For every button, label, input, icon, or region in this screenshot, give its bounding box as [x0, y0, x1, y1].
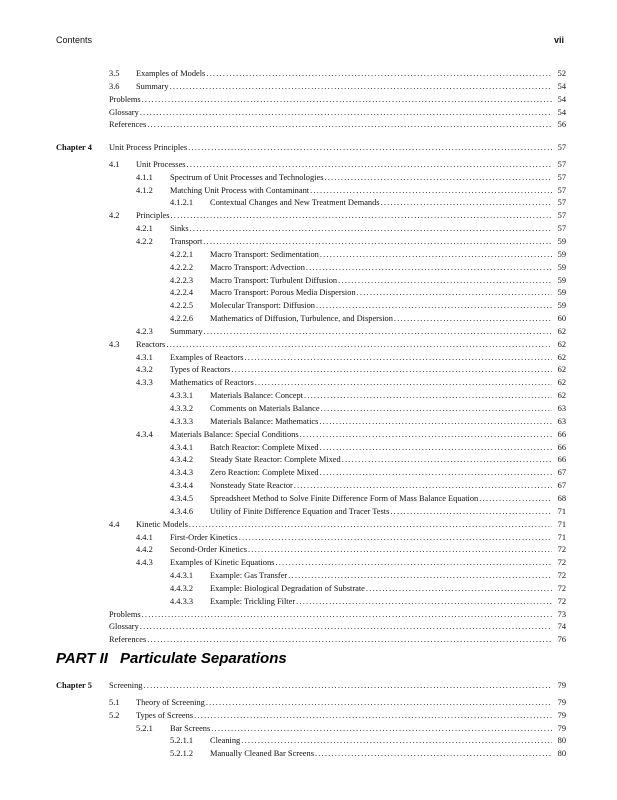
toc-title: Mathematics of Reactors [170, 377, 255, 389]
toc-page-number: 79 [557, 681, 566, 690]
toc-number: 4.4 [109, 519, 120, 529]
toc-page-number: 71 [557, 506, 566, 516]
toc-number: 4.2.2.1 [170, 249, 194, 259]
toc-title: Materials Balance: Mathematics [210, 416, 319, 428]
toc-row[interactable] [170, 403, 566, 415]
toc-title: Reactors [136, 339, 166, 351]
toc-number: 5.2.1.2 [170, 749, 194, 759]
toc-row[interactable] [170, 493, 566, 505]
toc-title: Steady State Reactor: Complete Mixed [210, 454, 342, 466]
toc-number: 3.6 [109, 81, 120, 91]
dot-leader [144, 680, 553, 692]
dot-leader [479, 493, 552, 505]
dot-leader [320, 249, 552, 261]
dot-leader [320, 467, 552, 479]
toc-page-number: 63 [557, 404, 566, 413]
toc-title: Screening [109, 680, 144, 692]
toc-number: 5.2 [109, 710, 120, 720]
toc-row[interactable] [170, 416, 566, 428]
toc-title: Summary [136, 81, 170, 93]
dot-leader [188, 142, 552, 154]
toc-number: 4.3.4.6 [170, 506, 194, 516]
toc-title: Examples of Models [136, 68, 206, 80]
dot-leader [255, 377, 552, 389]
toc-number: 4.3.4.3 [170, 468, 194, 478]
toc-page-number: 76 [557, 635, 566, 645]
toc-page-number: 57 [557, 159, 566, 169]
toc-row[interactable] [136, 326, 566, 338]
dot-leader [300, 429, 552, 441]
part-label: PART II [56, 650, 108, 667]
dot-leader [206, 697, 552, 709]
toc-number: 4.4.3.3 [170, 596, 194, 606]
toc-title: Zero Reaction: Complete Mixed [210, 467, 320, 479]
toc-page-number: 59 [557, 249, 566, 259]
dot-leader [140, 621, 552, 633]
toc-title: Contextual Changes and New Treatment Demands [210, 197, 381, 209]
dot-leader [204, 326, 552, 338]
toc-title: References [109, 119, 147, 131]
toc-page-number: 57 [557, 198, 566, 208]
toc-title: Examples of Kinetic Equations [170, 557, 275, 569]
dot-leader [140, 107, 552, 119]
dot-leader [211, 723, 552, 735]
toc-title: Spectrum of Unit Processes and Technologies [170, 172, 324, 184]
dot-leader [147, 119, 552, 131]
toc-title: Glossary [109, 621, 140, 633]
toc-page-number: 62 [557, 339, 566, 349]
dot-leader [248, 544, 552, 556]
toc-row[interactable] [136, 172, 566, 184]
dot-leader [296, 596, 552, 608]
toc-number: 4.3.3.2 [170, 404, 194, 413]
toc-row[interactable] [109, 210, 566, 222]
dot-leader [171, 210, 553, 222]
toc-number: 4.4.3 [136, 558, 153, 568]
toc-page-number: 80 [557, 749, 566, 759]
toc-page-number: 57 [557, 172, 566, 182]
toc-number: Chapter 4 [56, 143, 92, 152]
dot-leader [194, 710, 552, 722]
toc-title: Cleaning [210, 735, 241, 747]
dot-leader [316, 300, 552, 312]
toc-page-number: 71 [557, 519, 566, 529]
dot-leader [321, 403, 552, 415]
toc-page-number: 59 [557, 288, 566, 298]
toc-number: 4.3.3.3 [170, 416, 194, 426]
toc-row[interactable] [170, 197, 566, 209]
toc-row[interactable] [170, 300, 566, 312]
toc-title: Molecular Transport: Diffusion [210, 300, 316, 312]
toc-title: Bar Screens [170, 723, 211, 735]
dot-leader [142, 94, 552, 106]
dot-leader [206, 68, 552, 80]
toc-page-number: 57 [557, 224, 566, 234]
toc-row[interactable] [170, 596, 566, 608]
toc-title: Materials Balance: Concept [210, 390, 304, 402]
dot-leader [390, 506, 552, 518]
toc-row[interactable] [170, 480, 566, 492]
toc-row[interactable] [136, 544, 566, 556]
toc-number: 5.1 [109, 697, 120, 707]
toc-page-number: 54 [557, 107, 566, 117]
toc-page-number: 62 [557, 378, 566, 388]
toc-title: Comments on Materials Balance [210, 403, 321, 415]
toc-title: First-Order Kinetics [170, 532, 239, 544]
dot-leader [381, 197, 552, 209]
toc-row[interactable] [170, 506, 566, 518]
toc-row[interactable] [109, 634, 566, 646]
toc-row[interactable] [170, 570, 566, 582]
dot-leader [394, 313, 552, 325]
toc-row[interactable] [170, 748, 566, 760]
toc-number: Chapter 5 [56, 681, 92, 690]
dot-leader [306, 262, 552, 274]
toc-row[interactable] [109, 339, 566, 351]
toc-title: Example: Gas Transfer [210, 570, 288, 582]
part-heading [56, 650, 287, 667]
toc-number: 4.3.1 [136, 352, 153, 362]
toc-row[interactable] [170, 583, 566, 595]
toc-row[interactable] [109, 697, 566, 709]
toc-number: 4.3 [109, 339, 120, 349]
toc-title: Macro Transport: Turbulent Diffusion [210, 275, 338, 287]
toc-title: Example: Biological Degradation of Substrate [210, 583, 366, 595]
running-header-left: Contents [56, 35, 93, 45]
toc-page-number: 67 [557, 481, 566, 491]
toc-page-number: 72 [557, 545, 566, 555]
toc-row[interactable] [170, 454, 566, 466]
toc-number: 4.3.4 [136, 429, 153, 439]
toc-title: Mathematics of Diffusion, Turbulence, and Dispersion [210, 313, 394, 325]
toc-page-number: 63 [557, 416, 566, 426]
toc-row[interactable] [109, 81, 566, 93]
toc-row[interactable] [136, 223, 566, 235]
dot-leader [310, 185, 552, 197]
toc-title: Matching Unit Process with Contaminant [170, 185, 310, 197]
toc-title: Types of Reactors [170, 364, 231, 376]
toc-page-number: 74 [557, 622, 566, 632]
toc-row[interactable] [109, 621, 566, 633]
toc-title: Macro Transport: Sedimentation [210, 249, 320, 261]
toc-number: 4.4.1 [136, 532, 153, 542]
toc-number: 4.3.3.1 [170, 391, 194, 401]
toc-page-number: 68 [557, 493, 566, 503]
toc-page-number: 56 [557, 120, 566, 130]
toc-title: Batch Reactor: Complete Mixed [210, 442, 320, 454]
toc-page-number: 57 [557, 143, 566, 152]
toc-title: Example: Trickling Filter [210, 596, 296, 608]
toc-page-number: 79 [557, 723, 566, 733]
toc-title: Nonsteady State Reactor [210, 480, 294, 492]
toc-number: 4.3.2 [136, 365, 153, 375]
dot-leader [288, 570, 552, 582]
dot-leader [166, 339, 552, 351]
dot-leader [231, 364, 552, 376]
toc-page-number: 72 [557, 571, 566, 581]
toc-number: 4.2.1 [136, 224, 153, 234]
dot-leader [147, 634, 552, 646]
toc-row[interactable] [136, 377, 566, 389]
toc-page-number: 59 [557, 301, 566, 311]
dot-leader [203, 236, 552, 248]
toc-title: Unit Process Principles [109, 142, 188, 154]
toc-title: Utility of Finite Difference Equation and Tracer Tests [210, 506, 390, 518]
toc-number: 4.2.2.5 [170, 301, 194, 311]
toc-page-number: 57 [557, 185, 566, 195]
toc-number: 4.2.2.2 [170, 262, 194, 272]
dot-leader [338, 275, 552, 287]
dot-leader [294, 480, 552, 492]
toc-row[interactable] [109, 159, 566, 171]
toc-number: 4.2.2.6 [170, 314, 194, 324]
toc-row[interactable] [109, 710, 566, 722]
toc-page-number: 54 [557, 94, 566, 104]
toc-number: 4.2.2 [136, 236, 153, 246]
toc-title: Transport [170, 236, 203, 248]
toc-row[interactable] [170, 390, 566, 402]
toc-page-number: 62 [557, 326, 566, 336]
toc-title: Macro Transport: Porous Media Dispersion [210, 287, 357, 299]
toc-row[interactable] [136, 185, 566, 197]
toc-row[interactable] [109, 68, 566, 80]
toc-page-number: 57 [557, 211, 566, 221]
toc-number: 4.1.1 [136, 172, 153, 182]
dot-leader [245, 352, 553, 364]
dot-leader [275, 557, 552, 569]
toc-number: 4.4.3.1 [170, 571, 194, 581]
toc-number: 5.2.1.1 [170, 736, 194, 746]
dot-leader [189, 519, 552, 531]
toc-row[interactable] [136, 364, 566, 376]
toc-number: 4.2.3 [136, 326, 153, 336]
toc-row[interactable] [170, 262, 566, 274]
toc-title: Problems [109, 609, 142, 621]
toc-title: Examples of Reactors [170, 352, 245, 364]
toc-page-number: 60 [557, 314, 566, 324]
toc-number: 4.3.4.2 [170, 455, 194, 465]
dot-leader [241, 735, 552, 747]
toc-page-number: 72 [557, 583, 566, 593]
dot-leader [315, 748, 552, 760]
toc-title: Summary [170, 326, 204, 338]
toc-number: 4.1 [109, 159, 120, 169]
toc-title: Sinks [170, 223, 190, 235]
dot-leader [304, 390, 552, 402]
dot-leader [324, 172, 552, 184]
dot-leader [187, 159, 552, 171]
toc-row[interactable] [109, 519, 566, 531]
dot-leader [319, 416, 552, 428]
toc-page-number: 79 [557, 710, 566, 720]
part-title: Particulate Separations [120, 650, 287, 667]
toc-page-number: 54 [557, 81, 566, 91]
toc-number: 4.4.3.2 [170, 583, 194, 593]
toc-title: Manually Cleaned Bar Screens [210, 748, 315, 760]
dot-leader [366, 583, 552, 595]
toc-page-number: 72 [557, 558, 566, 568]
toc-title: Problems [109, 94, 142, 106]
dot-leader [342, 454, 552, 466]
toc-page-number: 59 [557, 275, 566, 285]
toc-number: 4.3.4.1 [170, 442, 194, 452]
toc-page-number: 62 [557, 352, 566, 362]
toc-page-number: 59 [557, 262, 566, 272]
toc-row[interactable] [170, 735, 566, 747]
dot-leader [320, 442, 552, 454]
toc-page-number: 59 [557, 236, 566, 246]
toc-page-number: 66 [557, 442, 566, 452]
toc-row[interactable] [136, 723, 566, 735]
toc-row[interactable] [109, 107, 566, 119]
toc-row[interactable] [136, 236, 566, 248]
dot-leader [239, 532, 552, 544]
dot-leader [170, 81, 552, 93]
toc-row[interactable] [170, 287, 566, 299]
toc-title: Materials Balance: Special Conditions [170, 429, 300, 441]
toc-title: Second-Order Kinetics [170, 544, 248, 556]
toc-chapter-row[interactable] [56, 142, 566, 154]
toc-page-number: 71 [557, 532, 566, 542]
toc-page-number: 72 [557, 596, 566, 606]
toc-page-number: 73 [557, 609, 566, 619]
toc-number: 5.2.1 [136, 723, 153, 733]
toc-row[interactable] [170, 442, 566, 454]
toc-number: 4.3.3 [136, 378, 153, 388]
toc-page-number: 67 [557, 468, 566, 478]
toc-row[interactable] [136, 352, 566, 364]
toc-number: 4.3.4.5 [170, 493, 194, 503]
toc-number: 4.1.2 [136, 185, 153, 195]
toc-page-number: 62 [557, 365, 566, 375]
toc-title: References [109, 634, 147, 646]
toc-number: 4.3.4.4 [170, 481, 194, 491]
toc-row[interactable] [136, 532, 566, 544]
toc-title: Theory of Screening [136, 697, 206, 709]
toc-page-number: 80 [557, 736, 566, 746]
toc-row[interactable] [109, 119, 566, 131]
dot-leader [190, 223, 552, 235]
toc-row[interactable] [136, 557, 566, 569]
toc-title: Unit Processes [136, 159, 187, 171]
page-number: vii [553, 35, 564, 45]
toc-page-number: 79 [557, 697, 566, 707]
dot-leader [357, 287, 552, 299]
dot-leader [142, 609, 552, 621]
toc-number: 4.4.2 [136, 545, 153, 555]
toc-row[interactable] [170, 467, 566, 479]
toc-row[interactable] [109, 94, 566, 106]
toc-number: 3.5 [109, 69, 120, 78]
toc-number: 4.1.2.1 [170, 198, 194, 208]
toc-title: Macro Transport: Advection [210, 262, 306, 274]
toc-page-number: 52 [557, 69, 566, 78]
toc-title: Glossary [109, 107, 140, 119]
toc-row[interactable] [109, 609, 566, 621]
toc-row[interactable] [136, 429, 566, 441]
toc-page-number: 62 [557, 391, 566, 401]
toc-number: 4.2.2.4 [170, 288, 194, 298]
toc-number: 4.2 [109, 211, 120, 221]
toc-title: Principles [136, 210, 171, 222]
toc-page-number: 66 [557, 429, 566, 439]
toc-row[interactable] [170, 249, 566, 261]
toc-row[interactable] [170, 313, 566, 325]
toc-chapter-row[interactable] [56, 680, 566, 692]
toc-row[interactable] [170, 275, 566, 287]
toc-number: 4.2.2.3 [170, 275, 194, 285]
toc-page-number: 66 [557, 455, 566, 465]
toc-title: Spreadsheet Method to Solve Finite Difference Form of Mass Balance Equation [210, 493, 479, 505]
toc-title: Types of Screens [136, 710, 194, 722]
toc-title: Kinetic Models [136, 519, 189, 531]
